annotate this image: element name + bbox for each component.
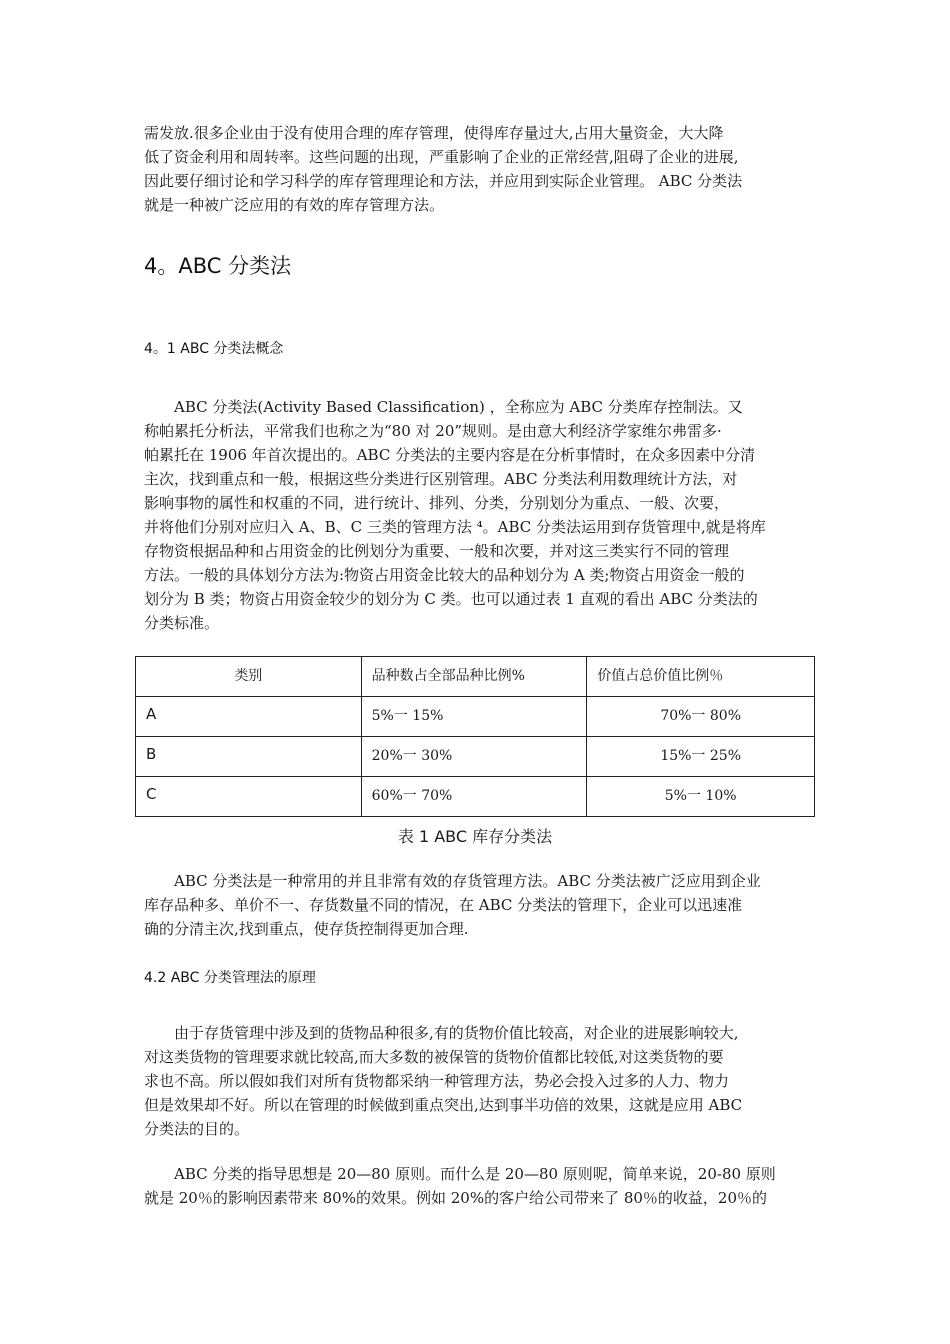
table-header-row — [136, 657, 815, 697]
text-line: 低了资金利用和周转率。这些问题的出现，严重影响了企业的正常经营,阻碍了企业的进展, — [144, 148, 739, 166]
summary-paragraph — [144, 869, 814, 941]
section-4-2-title: 4.2 ABC 分类管理法的原理 — [144, 970, 316, 986]
cell-items-ratio: 5%一 15% — [361, 697, 587, 737]
text-line: 需发放.很多企业由于没有使用合理的库存管理，使得库存量过大,占用大量资金，大大降 — [144, 124, 724, 142]
text-line: 存物资根据品种和占用资金的比例划分为重要、一般和次要，并对这三类实行不同的管理 — [144, 542, 730, 560]
rule-paragraph — [144, 1162, 814, 1210]
table-caption: 表 1 ABC 库存分类法 — [397, 827, 553, 846]
cell-items-ratio: 60%一 70% — [361, 777, 587, 817]
section-4-title: 4。ABC 分类法 — [144, 254, 292, 278]
text-line: 求也不高。所以假如我们对所有货物都采纳一种管理方法，势必会投入过多的人力、物力 — [144, 1072, 730, 1090]
text-line: 就是一种被广泛应用的有效的库存管理方法。 — [144, 196, 445, 214]
header-items-ratio: 品种数占全部品种比例% — [361, 657, 587, 697]
text-line: 划分为 B 类；物资占用资金较少的划分为 C 类。也可以通过表 1 直观的看出 ABC 分类法的 — [144, 590, 758, 608]
text-line: 但是效果却不好。所以在管理的时候做到重点突出,达到事半功倍的效果，这就是应用 ABC — [144, 1096, 743, 1114]
abc-classification-table — [135, 656, 815, 817]
text-line: 对这类货物的管理要求就比较高,而大多数的被保管的货物价值都比较低,对这类货物的要 — [144, 1048, 724, 1066]
principle-paragraph — [144, 1021, 814, 1141]
cell-category: A — [136, 697, 362, 737]
cell-value-ratio: 5%一 10% — [587, 777, 815, 817]
text-line: ABC 分类法是一种常用的并且非常有效的存货管理方法。ABC 分类法被广泛应用到企业 — [174, 872, 761, 890]
cell-items-ratio: 20%一 30% — [361, 737, 587, 777]
cell-value-ratio: 70%一 80% — [587, 697, 815, 737]
text-line: ABC 分类的指导思想是 20—80 原则。而什么是 20—80 原则呢，简单来说，20-80 原则 — [174, 1165, 776, 1183]
header-value-ratio: 价值占总价值比例％ — [587, 657, 815, 697]
text-line: 主次，找到重点和一般，根据这些分类进行区别管理。ABC 分类法利用数理统计方法，对 — [144, 470, 738, 488]
text-line: ABC 分类法(Activity Based Classification) ，全称应为 ABC 分类库存控制法。又 — [174, 398, 743, 416]
concept-paragraph — [144, 395, 814, 635]
text-line: 库存品种多、单价不一、存货数量不同的情况，在 ABC 分类法的管理下，企业可以迅速准 — [144, 896, 743, 914]
text-line: 方法。一般的具体划分方法为:物资占用资金比较大的品种划分为 A 类;物资占用资金一般的 — [144, 566, 745, 584]
table-row — [136, 737, 815, 777]
text-line: 并将他们分别对应归入 A、B、C 三类的管理方法 ⁴。ABC 分类法运用到存货管理中,就是将库 — [144, 518, 766, 536]
header-category: 类别 — [136, 657, 362, 697]
table-row — [136, 777, 815, 817]
cell-value-ratio: 15%一 25% — [587, 737, 815, 777]
text-line: 确的分清主次,找到重点，使存货控制得更加合理. — [144, 920, 469, 938]
text-line: 称帕累托分析法，平常我们也称之为“80 对 20”规则。是由意大利经济学家维尔弗雷多· — [144, 422, 722, 440]
cell-category: C — [136, 777, 362, 817]
cell-category: B — [136, 737, 362, 777]
table-row — [136, 697, 815, 737]
text-line: 因此要仔细讨论和学习科学的库存管理理论和方法，并应用到实际企业管理。 ABC 分类法 — [144, 172, 743, 190]
text-line: 分类标准。 — [144, 614, 220, 632]
text-line: 分类法的目的。 — [144, 1120, 250, 1138]
text-line: 影响事物的属性和权重的不同，进行统计、排列、分类，分别划分为重点、一般、次要， — [144, 494, 730, 512]
text-line: 由于存货管理中涉及到的货物品种很多,有的货物价值比较高，对企业的进展影响较大, — [174, 1024, 739, 1042]
text-line: 帕累托在 1906 年首次提出的。ABC 分类法的主要内容是在分析事情时，在众多因素中分清 — [144, 446, 756, 464]
text-line: 就是 20％的影响因素带来 80%的效果。例如 20%的客户给公司带来了 80％的收益，20％的 — [144, 1189, 768, 1207]
intro-paragraph — [144, 121, 814, 217]
section-4-1-title: 4。1 ABC 分类法概念 — [144, 341, 284, 357]
